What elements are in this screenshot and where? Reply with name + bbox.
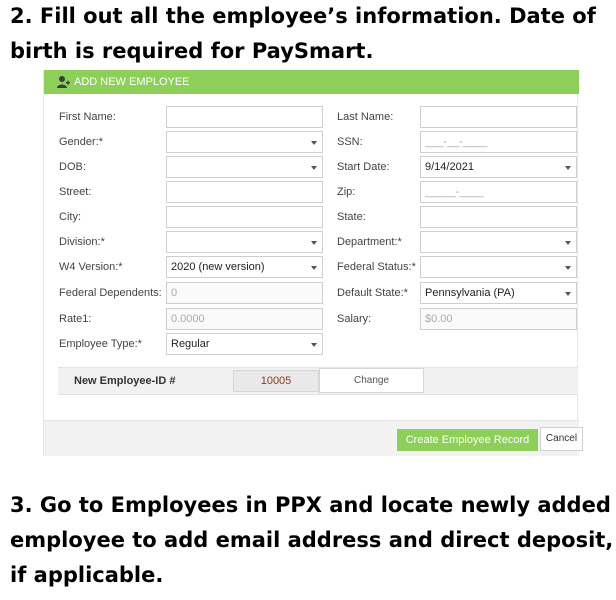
city-input[interactable]: [166, 206, 323, 228]
chevron-down-icon: [565, 292, 571, 296]
w4-version-label: W4 Version:*: [59, 261, 123, 273]
default-state-value: Pennsylvania (PA): [425, 287, 515, 299]
person-add-icon: [56, 75, 70, 89]
ssn-label: SSN:: [337, 136, 363, 148]
division-select[interactable]: [166, 231, 323, 253]
cancel-button[interactable]: Cancel: [540, 427, 583, 451]
gender-label: Gender:*: [59, 136, 104, 148]
w4-version-select[interactable]: [166, 256, 323, 278]
department-select[interactable]: [420, 231, 577, 253]
first-name-input[interactable]: [166, 106, 323, 128]
ssn-input[interactable]: ___-__-____: [420, 131, 577, 153]
chevron-down-icon: [311, 266, 317, 270]
create-employee-record-button[interactable]: Create Employee Record: [397, 429, 538, 451]
first-name-label: First Name:: [59, 111, 116, 123]
federal-dependents-label: Federal Dependents:: [59, 287, 162, 299]
department-label: Department:*: [337, 236, 402, 248]
salary-label: Salary:: [337, 313, 372, 325]
dialog-title: ADD NEW EMPLOYEE: [74, 76, 190, 88]
dialog-footer: [44, 420, 579, 456]
dob-select[interactable]: [166, 156, 323, 178]
street-input[interactable]: [166, 181, 323, 203]
salary-input[interactable]: $0.00: [420, 308, 577, 330]
chevron-down-icon: [311, 241, 317, 245]
change-id-button[interactable]: Change: [319, 368, 424, 393]
state-label: State:: [337, 211, 366, 223]
default-state-label: Default State:*: [337, 287, 408, 299]
rate1-input[interactable]: 0.0000: [166, 308, 323, 330]
chevron-down-icon: [311, 343, 317, 347]
step-2-instruction: 2. Fill out all the employee’s information. Date of birth is required for PaySmart.: [10, 4, 596, 63]
add-employee-dialog: [43, 70, 578, 456]
federal-status-select[interactable]: [420, 256, 577, 278]
zip-input[interactable]: _____-____: [420, 181, 577, 203]
employee-type-select[interactable]: [166, 333, 323, 355]
chevron-down-icon: [311, 141, 317, 145]
zip-label: Zip:: [337, 186, 356, 198]
dialog-header: [44, 70, 579, 94]
employee-type-value: Regular: [171, 338, 210, 350]
w4-version-value: 2020 (new version): [171, 261, 265, 273]
chevron-down-icon: [311, 166, 317, 170]
last-name-label: Last Name:: [337, 111, 394, 123]
dob-label: DOB:: [59, 161, 86, 173]
federal-status-label: Federal Status:*: [337, 261, 416, 273]
chevron-down-icon: [565, 266, 571, 270]
start-date-value: 9/14/2021: [425, 161, 474, 173]
city-label: City:: [59, 211, 81, 223]
gender-select[interactable]: [166, 131, 323, 153]
chevron-down-icon: [565, 166, 571, 170]
step-3-instruction: 3. Go to Employees in PPX and locate newly added employee to add email address and direct deposit, if applicable.: [10, 493, 614, 587]
employee-type-label: Employee Type:*: [59, 338, 142, 350]
state-input[interactable]: [420, 206, 577, 228]
employee-id-label: New Employee-ID #: [74, 375, 176, 387]
chevron-down-icon: [565, 241, 571, 245]
rate1-label: Rate1:: [59, 313, 92, 325]
start-date-select[interactable]: [420, 156, 577, 178]
employee-id-value: 10005: [233, 370, 319, 392]
division-label: Division:*: [59, 236, 105, 248]
default-state-select[interactable]: [420, 282, 577, 304]
federal-dependents-input[interactable]: 0: [166, 282, 323, 304]
street-label: Street:: [59, 186, 92, 198]
start-date-label: Start Date:: [337, 161, 390, 173]
last-name-input[interactable]: [420, 106, 577, 128]
employee-id-bar: [58, 367, 578, 395]
